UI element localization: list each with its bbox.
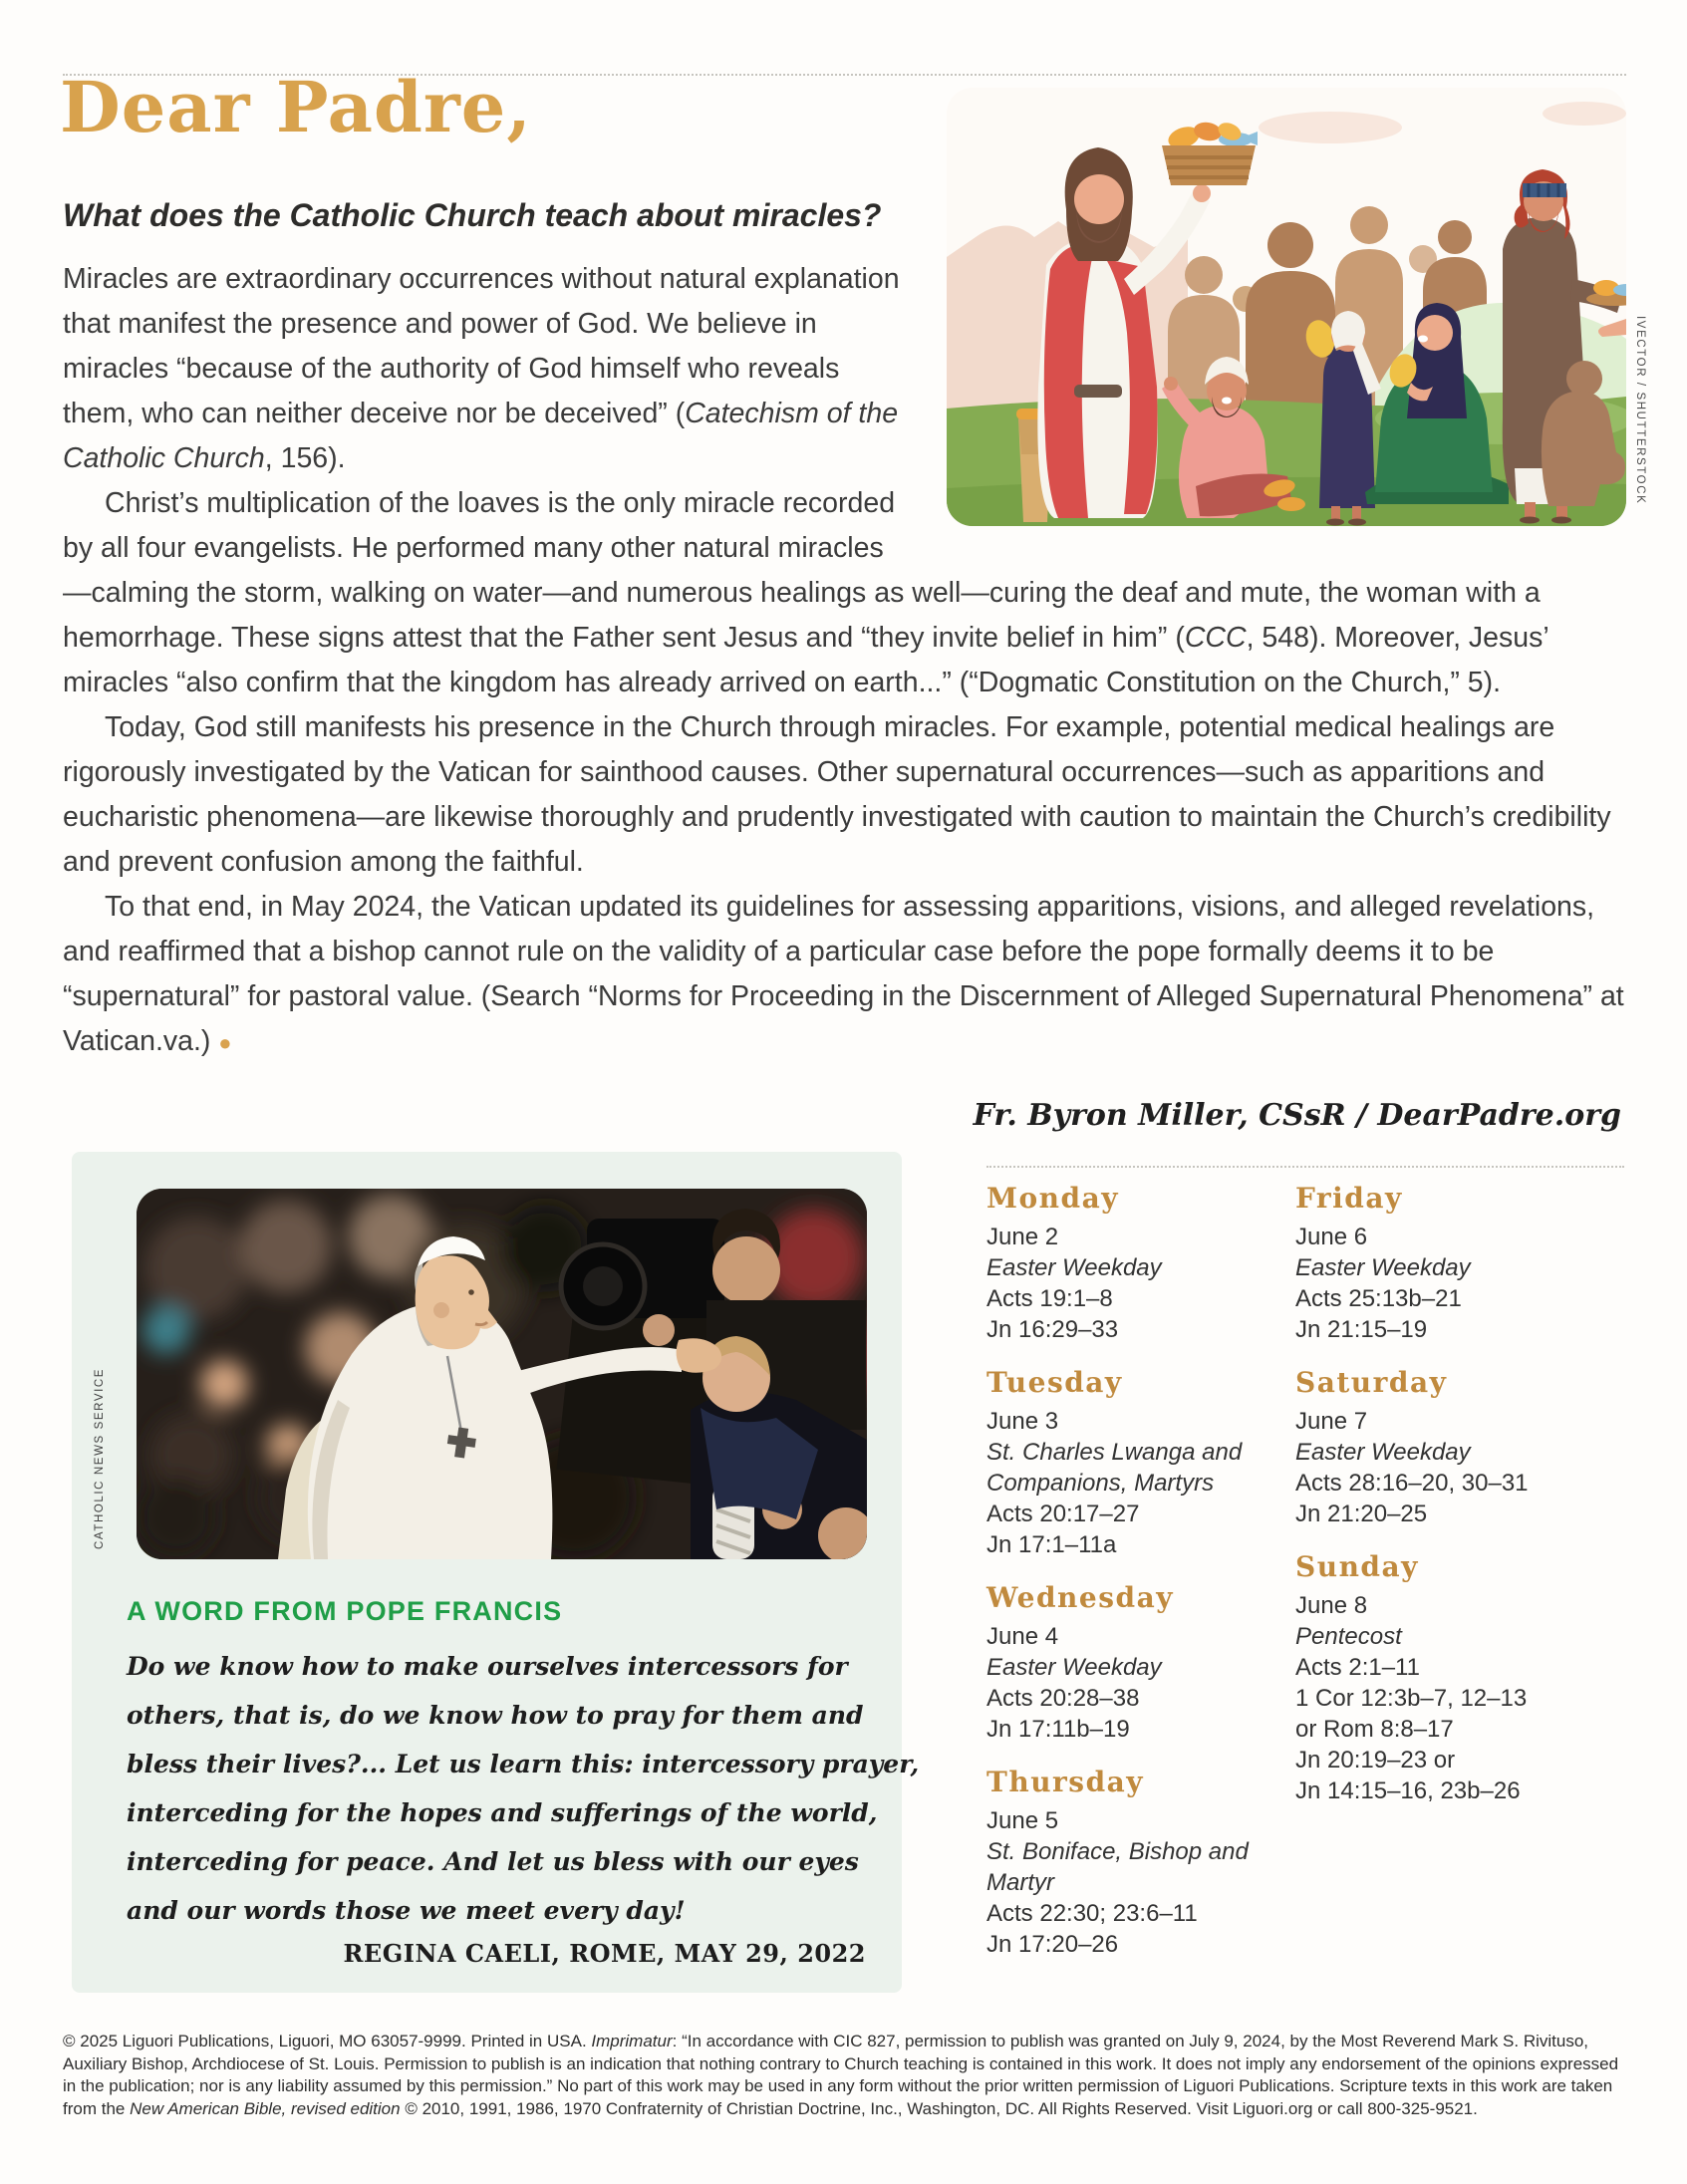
calendar-reading: Jn 17:1–11a: [986, 1531, 1117, 1558]
pope-section-heading: A WORD FROM POPE FRANCIS: [127, 1596, 563, 1626]
quote-line: interceding for the hopes and sufferings of the world,: [127, 1798, 878, 1827]
quote-line: others, that is, do we know how to pray for them and: [127, 1701, 864, 1730]
pope-francis-panel: [72, 1152, 920, 1993]
calendar-date: June 4: [986, 1623, 1059, 1650]
calendar-feast: Easter Weekday: [1295, 1439, 1471, 1466]
calendar-reading: Jn 16:29–33: [986, 1316, 1119, 1343]
author-attribution: Fr. Byron Miller, CSsR / DearPadre.org: [973, 1098, 1621, 1133]
calendar-date: June 8: [1295, 1592, 1368, 1619]
calendar-reading: Acts 2:1–11: [1295, 1654, 1420, 1681]
calendar-reading: Jn 17:11b–19: [986, 1716, 1130, 1743]
calendar-column-left: [986, 1182, 1264, 1981]
calendar-reading: Acts 20:28–38: [986, 1685, 1140, 1712]
calendar-reading: Acts 22:30; 23:6–11: [986, 1900, 1198, 1927]
calendar-feast: St. Charles Lwanga and Companions, Martyrs: [986, 1439, 1243, 1497]
paragraph-1: Miracles are extraordinary occurrences without natural explanation that manifest the presence and power of God. We believe in miracles “because of the authority of God himself who reveals them, who can neither deceive nor be deceived” (Catechism of the Catholic Church, 156).: [63, 263, 900, 474]
calendar-divider: [986, 1166, 1624, 1168]
illustration-spacer: [907, 257, 1626, 532]
photographer-face: [712, 1236, 780, 1304]
quote-line: Do we know how to make ourselves intercessors for: [127, 1652, 848, 1681]
pope-photo-graphic: [137, 1189, 867, 1559]
calendar-day: Monday: [986, 1182, 1120, 1215]
calendar-reading: Jn 21:20–25: [1295, 1501, 1428, 1527]
quote-source: REGINA CAELI, ROME, MAY 29, 2022: [343, 1939, 866, 1968]
calendar-reading: Acts 28:16–20, 30–31: [1295, 1470, 1529, 1497]
page-title: Dear Padre,: [60, 66, 532, 148]
quote-line: and our words those we meet every day!: [127, 1896, 686, 1925]
calendar-feast: Pentecost: [1295, 1623, 1402, 1650]
calendar-day: Thursday: [986, 1766, 1145, 1798]
calendar-date: June 6: [1295, 1224, 1368, 1250]
calendar-reading: Acts 19:1–8: [986, 1285, 1113, 1312]
calendar-entry-saturday: [1295, 1366, 1626, 1529]
calendar-feast: St. Boniface, Bishop and Martyr: [986, 1838, 1249, 1896]
calendar-date: June 7: [1295, 1408, 1368, 1435]
calendar-day: Saturday: [1295, 1366, 1448, 1399]
end-bullet: ●: [218, 1030, 232, 1055]
face: [1074, 174, 1124, 224]
calendar-reading: Jn 21:15–19: [1295, 1316, 1428, 1343]
quote-line: interceding for peace. And let us bless with our eyes: [127, 1847, 859, 1876]
calendar-feast: Easter Weekday: [986, 1254, 1162, 1281]
pope-francis-photo: [137, 1189, 867, 1559]
paragraph-4: To that end, in May 2024, the Vatican updated its guidelines for assessing apparitions, visions, and alleged revelations, and reaffirmed that a bishop cannot rule on the validity of a particular case before the pope formally deems it to be “supernatural” for pastoral value. (Search “Norms for Proceeding in the Discernment of Alleged Supernatural Phenomena” at Vatican.va.) ●: [63, 891, 1624, 1057]
calendar-day: Wednesday: [986, 1581, 1174, 1614]
photographer-hand: [643, 1314, 675, 1346]
paragraph-2: Christ’s multiplication of the loaves is the only miracle recorded by all four evangelists. He performed many other natural miracles—calming the storm, walking on water—and numerous healings as well—curing the deaf and mute, the woman with a hemorrhage. These signs attest that the Father sent Jesus and “they invite belief in him” (CCC, 548). Moreover, Jesus’ miracles “also confirm that the kingdom has already arrived on earth...” (“Dogmatic Constitution on the Church,” 5).: [63, 487, 1548, 698]
calendar-entry-tuesday: [986, 1366, 1264, 1560]
calendar-entry-wednesday: [986, 1581, 1264, 1745]
illustration-credit: IVECTOR / SHUTTERSTOCK: [1634, 316, 1646, 505]
calendar-feast: Easter Weekday: [986, 1654, 1162, 1681]
paragraph-3: Today, God still manifests his presence in the Church through miracles. For example, potential medical healings are rigorously investigated by the Vatican for sainthood causes. Other supernatural occurrences—such as apparitions and eucharistic phenomena—are likewise thoroughly and prudently investigated with caution to maintain the Church’s credibility and prevent confusion among the faithful.: [63, 711, 1611, 878]
imprint-footer: © 2025 Liguori Publications, Liguori, MO 63057-9999. Printed in USA. Imprimatur: “In accordance with CIC 827, permission to publish was granted on July 9, 2024, by the Most Reverend Mark S. Rivituso, Auxiliary Bishop, Archdiocese of St. Louis. Permission to publish is an indication that nothing contrary to Church teaching is contained in this work. It does not imply any endorsement of the opinions expressed in the publication; nor is any liability assumed by this permission.” No part of this work may be used in any form without the prior written permission of Liguori Publications. Scripture texts in this work are taken from the New American Bible, revised edition © 2010, 1991, 1986, 1970 Confraternity of Christian Doctrine, Inc., Washington, DC. All Rights Reserved. Visit Liguori.org or call 800-325-9521.: [63, 2032, 1619, 2118]
calendar-column-right: [1295, 1182, 1626, 1827]
photo-credit: CATHOLIC NEWS SERVICE: [94, 1367, 106, 1549]
calendar-reading: Acts 20:17–27: [986, 1501, 1140, 1527]
article-body: [63, 257, 1626, 1065]
question-heading: What does the Catholic Church teach about miracles?: [63, 197, 882, 233]
calendar-day: Tuesday: [986, 1366, 1123, 1399]
pope-quote: [127, 1642, 919, 1935]
calendar-entry-monday: [986, 1182, 1264, 1345]
calendar-reading: or Rom 8:8–17: [1295, 1716, 1454, 1743]
calendar-reading: Jn 17:20–26: [986, 1931, 1119, 1958]
calendar-entry-sunday: [1295, 1550, 1626, 1806]
calendar-day: Sunday: [1295, 1550, 1419, 1583]
calendar-date: June 2: [986, 1224, 1059, 1250]
calendar-day: Friday: [1295, 1182, 1403, 1215]
calendar-entry-thursday: [986, 1766, 1264, 1960]
calendar-entry-friday: [1295, 1182, 1626, 1345]
calendar-date: June 5: [986, 1807, 1059, 1834]
calendar-reading: Acts 25:13b–21: [1295, 1285, 1462, 1312]
calendar-reading: Jn 20:19–23 or: [1295, 1747, 1456, 1774]
calendar-reading: 1 Cor 12:3b–7, 12–13: [1295, 1685, 1528, 1712]
calendar-feast: Easter Weekday: [1295, 1254, 1471, 1281]
calendar-reading: Jn 14:15–16, 23b–26: [1295, 1777, 1521, 1804]
quote-line: bless their lives?... Let us learn this: intercessory prayer,: [127, 1750, 920, 1778]
calendar-date: June 3: [986, 1408, 1059, 1435]
